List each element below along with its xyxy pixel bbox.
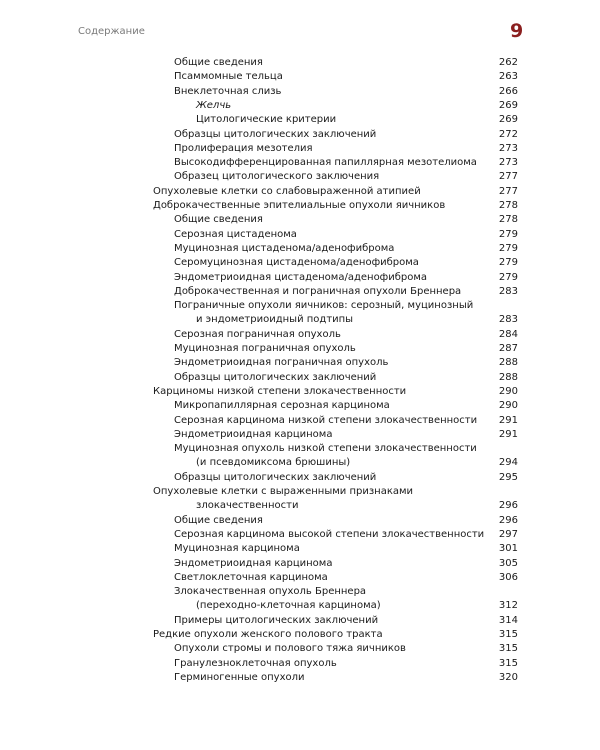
toc-entry-title: (и псевдомиксома брюшины) [196, 457, 351, 469]
toc-entry [0, 485, 600, 499]
toc-entry-page: 288 [498, 371, 518, 383]
toc-entry-title: Серозная карцинома высокой степени злокачественности [174, 528, 485, 540]
toc-entry [0, 99, 600, 113]
toc-entry-title: Желчь [196, 99, 232, 111]
toc-entry-page: 290 [498, 385, 518, 397]
toc-entry-title: Эндометриоидная пограничная опухоль [174, 357, 389, 369]
toc-entry [0, 313, 600, 327]
toc-entry [0, 56, 600, 70]
toc-entry [0, 628, 600, 642]
toc-entry [0, 242, 600, 256]
toc-entry [0, 285, 600, 299]
toc-entry [0, 328, 600, 342]
toc-entry [0, 356, 600, 370]
toc-entry-title: Эндометриоидная карцинома [174, 428, 333, 440]
toc-entry [0, 585, 600, 599]
toc-entry-title: Пролиферация мезотелия [174, 142, 313, 154]
toc-entry [0, 156, 600, 170]
toc-entry-page: 290 [498, 400, 518, 412]
toc-entry-title: Муцинозная опухоль низкой степени злокачественности [174, 443, 477, 455]
toc-entry-title: злокачественности [196, 500, 299, 512]
toc-entry [0, 642, 600, 656]
toc-entry-page: 279 [498, 271, 518, 283]
toc-entry-page: 306 [498, 571, 518, 583]
toc-entry-page: 279 [498, 257, 518, 269]
toc-entry-title: и эндометриоидный подтипы [196, 314, 354, 326]
toc-entry-page: 305 [498, 557, 518, 569]
toc-entry-page: 269 [498, 114, 518, 126]
toc-entry-title: Муцинозная карцинома [174, 543, 300, 555]
toc-entry-page: 315 [498, 629, 518, 640]
toc-entry-title: Внеклеточная слизь [174, 85, 282, 97]
toc-entry [0, 70, 600, 84]
toc-entry [0, 371, 600, 385]
toc-entry [0, 542, 600, 556]
toc-entry-page: 277 [498, 185, 518, 197]
toc-entry [0, 85, 600, 99]
toc-entry-title: Цитологические критерии [196, 114, 337, 126]
toc-entry [0, 442, 600, 456]
toc-entry-page: 266 [498, 85, 518, 97]
toc-entry-page: 273 [498, 157, 518, 169]
toc-entry-title: Злокачественная опухоль Бреннера [174, 586, 367, 598]
toc-entry-page: 279 [498, 242, 518, 254]
toc-entry-title: Серозная цистаденома [174, 228, 297, 240]
toc-entry-page: 283 [498, 314, 518, 326]
toc-entry-title: Муцинозная цистаденома/аденофиброма [174, 242, 395, 254]
toc-entry [0, 342, 600, 356]
toc-entry-page: 283 [498, 285, 518, 297]
toc-entry [0, 271, 600, 285]
toc-entry-title: Примеры цитологических заключений [174, 614, 379, 626]
toc-entry-page: 315 [498, 643, 518, 655]
toc-entry-title: Псаммомные тельца [174, 71, 283, 83]
toc-entry-page: 287 [498, 343, 518, 354]
page-number: 9 [510, 20, 524, 42]
toc-entry-page: 296 [498, 500, 518, 512]
toc-entry-page: 269 [498, 99, 518, 111]
toc-entry-page: 315 [498, 657, 518, 669]
toc-entry-title: Карциномы низкой степени злокачественности [153, 385, 407, 397]
toc-entry-title: Светлоклеточная карцинома [174, 571, 328, 583]
toc-entry-page: 312 [498, 600, 518, 612]
toc-entry-title: Общие сведения [174, 514, 263, 526]
toc-entry [0, 471, 600, 485]
toc-entry [0, 571, 600, 585]
toc-entry-page: 262 [498, 57, 518, 68]
toc-entry [0, 228, 600, 242]
toc-entry-page: 278 [498, 214, 518, 226]
toc-entry [0, 671, 600, 685]
toc-entry [0, 657, 600, 671]
toc-entry-page: 273 [498, 142, 518, 154]
toc-entry-title: Редкие опухоли женского полового тракта [153, 629, 383, 640]
toc-entry-title: Доброкачественные эпителиальные опухоли яичников [153, 200, 446, 211]
toc-entry-title: Эндометриоидная цистаденома/аденофиброма [174, 271, 428, 283]
toc-entry [0, 385, 600, 399]
toc-entry-page: 284 [498, 328, 518, 340]
toc-entry [0, 456, 600, 470]
toc-entry-title: Опухолевые клетки с выраженными признаками [153, 486, 414, 497]
toc-entry-page: 291 [498, 428, 518, 440]
toc-entry [0, 414, 600, 428]
toc-entry-title: (переходно-клеточная карцинома) [196, 600, 381, 612]
toc-entry [0, 557, 600, 571]
section-title: Содержание [78, 26, 145, 37]
toc-entry-page: 296 [498, 514, 518, 526]
toc-entry-title: Гранулезноклеточная опухоль [174, 657, 337, 669]
toc-entry-page: 320 [498, 671, 518, 683]
toc-entry-page: 297 [498, 528, 518, 540]
toc-entry [0, 428, 600, 442]
toc-entry [0, 213, 600, 227]
toc-entry-page: 291 [498, 414, 518, 426]
toc-entry-title: Серомуцинозная цистаденома/аденофиброма [174, 257, 419, 269]
toc-entry-title: Микропапиллярная серозная карцинома [174, 400, 390, 412]
toc-entry [0, 170, 600, 184]
toc-entry [0, 528, 600, 542]
toc-entry [0, 614, 600, 628]
toc-entry-title: Герминогенные опухоли [174, 671, 305, 683]
toc-entry-title: Образцы цитологических заключений [174, 128, 377, 140]
toc-entry-page: 314 [498, 614, 518, 626]
toc-entry-page: 263 [498, 71, 518, 83]
toc-entry [0, 113, 600, 127]
toc-entry [0, 599, 600, 613]
toc-entry [0, 499, 600, 513]
toc-entry-title: Образцы цитологических заключений [174, 471, 377, 483]
toc-entry-title: Серозная карцинома низкой степени злокачественности [174, 414, 478, 426]
toc-entry-title: Серозная пограничная опухоль [174, 328, 341, 340]
toc-entry [0, 128, 600, 142]
toc-entry-title: Эндометриоидная карцинома [174, 557, 333, 569]
toc-entry-page: 272 [498, 128, 518, 140]
toc-entry-title: Пограничные опухоли яичников: серозный, муцинозный [174, 300, 474, 312]
toc-entry-title: Опухолевые клетки со слабовыраженной атипией [153, 185, 421, 197]
toc-entry-title: Образец цитологического заключения [174, 171, 380, 183]
toc-entry-page: 294 [498, 457, 518, 469]
toc-entry-title: Образцы цитологических заключений [174, 371, 377, 383]
toc-entry-page: 277 [498, 171, 518, 183]
toc-entry-page: 279 [498, 228, 518, 240]
toc-entry [0, 399, 600, 413]
toc-entry-title: Опухоли стромы и полового тяжа яичников [174, 643, 406, 655]
toc-entry-page: 301 [498, 543, 518, 555]
toc-entry-page: 278 [498, 200, 518, 211]
toc-entry-title: Муцинозная пограничная опухоль [174, 343, 356, 354]
toc-entry-title: Общие сведения [174, 57, 263, 68]
toc-entry-page: 295 [498, 471, 518, 483]
toc-entry [0, 142, 600, 156]
toc-entry [0, 185, 600, 199]
toc-entry-title: Доброкачественная и пограничная опухоли Бреннера [174, 285, 462, 297]
toc-entry-title: Общие сведения [174, 214, 263, 226]
toc-entry [0, 199, 600, 213]
toc-entry-page: 288 [498, 357, 518, 369]
toc-entry [0, 299, 600, 313]
toc-entry-title: Высокодифференцированная папиллярная мезотелиома [174, 157, 477, 169]
toc-entry [0, 256, 600, 270]
toc-entry [0, 514, 600, 528]
